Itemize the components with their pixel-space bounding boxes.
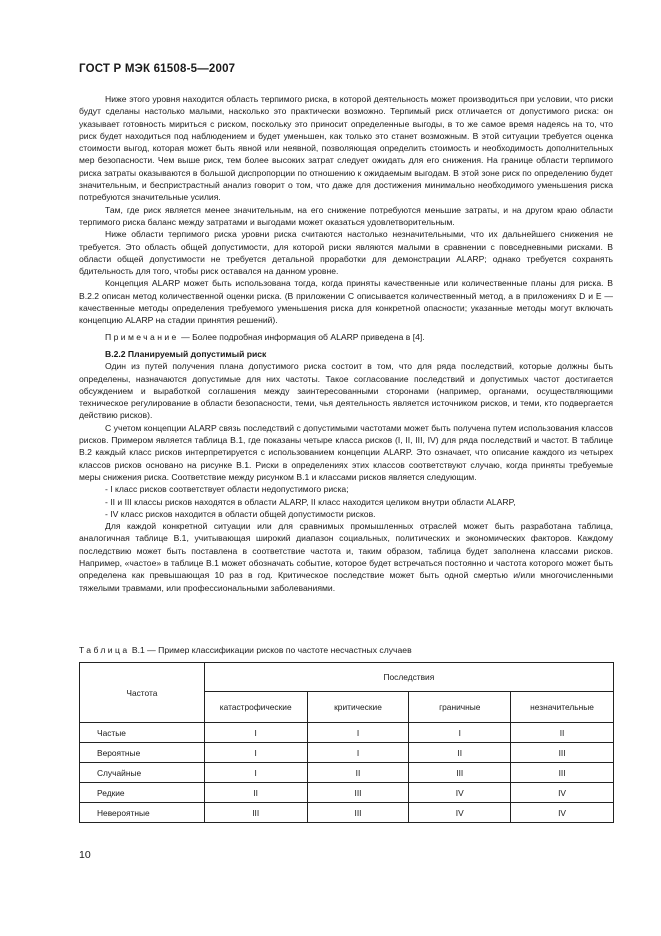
row-label: Вероятные (80, 743, 205, 763)
table-header-consequences: Последствия (204, 663, 613, 692)
table-cell: II (409, 743, 511, 763)
paragraph: С учетом концепции ALARP связь последствий с допустимыми частотами может быть получена путем использования классов рисков. Примером является таблица В.1, где показаны четыре класса рисков (I, II, III, IV) для ряда последствий и частот. В таблице В.2 каждый класс рисков интерпретируется с использованием концепции ALARP. Это означает, что описание каждого из четырех классов рисков основано на рисунке В.1. Риски в определениях этих классов соответствуют случаю, когда приняты требуемые меры снижения риска. Соответствие между рисунком В.1 и классами рисков является следующим. (79, 422, 613, 482)
table-cell: III (511, 763, 614, 783)
table-cell: III (204, 803, 307, 823)
row-label: Частые (80, 723, 205, 743)
table-header-frequency: Частота (80, 663, 205, 723)
table-cell: III (511, 743, 614, 763)
table-cell: II (511, 723, 614, 743)
table-row (80, 783, 614, 803)
table-caption (79, 645, 412, 655)
paragraph: Там, где риск является менее значительным, на его снижение потребуются меньшие затраты, и на другом краю области терпимого риска баланс между затратами и выгодами может оказаться удовлетворительным. (79, 204, 613, 227)
table-cell: I (204, 723, 307, 743)
paragraph: Концепция ALARP может быть использована тогда, когда приняты качественные или количественные планы для риска. В В.2.2 описан метод количественной оценки риска. (В приложении С описывается количественный метод, а в приложениях D и Е — качественные методы определения требуемого уменьшения риска для конкретной опасности; указанные методы могут включать концепцию ALARP на стадии принятия решений). (79, 278, 613, 326)
body-text (79, 93, 613, 594)
column-header: незначительные (511, 692, 614, 723)
table-cell: I (307, 723, 409, 743)
document-header: ГОСТ Р МЭК 61508-5—2007 (79, 63, 236, 75)
paragraph: Ниже области терпимого риска уровни риска считаются настолько незначительными, что их дальнейшего снижения не требуется. Это область общей допустимости, для которой риски являются малыми в сравнении с повседневными рисками. В области общей допустимости не требуется детальной проработки для демонстрации ALARP; однако требуется сохранять бдительность для того, чтобы риск оставался на данном уровне. (79, 229, 613, 277)
note-text: — Более подробная информация об ALARP приведена в [4]. (178, 331, 425, 342)
table-cell: III (307, 803, 409, 823)
list-item: - II и III классы рисков находятся в области ALARP, II класс находится целиком внутри области ALARP, (105, 496, 516, 507)
table-cell: I (409, 723, 511, 743)
row-label: Редкие (80, 783, 205, 803)
section-heading: В.2.2 Планируемый допустимый риск (105, 348, 267, 359)
column-header: критические (307, 692, 409, 723)
list-item: - I класс рисков соответствует области недопустимого риска; (105, 484, 349, 495)
table-cell: II (204, 783, 307, 803)
table-cell: IV (409, 803, 511, 823)
table-cell: I (204, 763, 307, 783)
table-cell: II (307, 763, 409, 783)
paragraph: Один из путей получения плана допустимого риска состоит в том, что для ряда последствий, которые должны быть определены, назначаются допустимые для них частоты. Такое согласование последствий и допустимых частот достигается обсуждением и выработкой соглашения между заинтересованными сторонами (например, органами, осуществляющими техническое регулирование в области безопасности, теми, чья деятельность является источником рисков, и теми, кто подвергается действию рисков). (79, 361, 613, 421)
table-caption-label: Таблица (79, 645, 130, 655)
table-cell: III (307, 783, 409, 803)
note-label: Примечание (105, 331, 179, 342)
table-cell: III (409, 763, 511, 783)
column-header: граничные (409, 692, 511, 723)
column-header: катастрофические (204, 692, 307, 723)
row-label: Случайные (80, 763, 205, 783)
table-row (80, 723, 614, 743)
table-cell: I (204, 743, 307, 763)
note (79, 331, 613, 343)
page-number: 10 (79, 849, 91, 861)
table-row (80, 743, 614, 763)
row-label: Невероятные (80, 803, 205, 823)
table-cell: IV (511, 803, 614, 823)
table-row (80, 803, 614, 823)
table-cell: IV (409, 783, 511, 803)
table-cell: I (307, 743, 409, 763)
table-caption-text: В.1 — Пример классификации рисков по частоте несчастных случаев (129, 645, 412, 655)
table-row (80, 763, 614, 783)
table-cell: IV (511, 783, 614, 803)
list-item: - IV класс рисков находится в области общей допустимости рисков. (105, 508, 376, 519)
risk-table (79, 662, 614, 823)
paragraph: Ниже этого уровня находится область терпимого риска, в которой деятельность может производиться при условии, что риски будут сделаны настолько малыми, насколько это практически возможно. Терпимый риск отличается от допустимого риска: он указывает готовность мириться с риском, поскольку это приносит определенные выгоды, в то же самое время надеясь на то, что риск будет находиться под наблюдением и будет уменьшен, как только это станет возможным. В этой ситуации требуется оценка стоимости выгод, которая может быть явной или неявной, позволяющая определить стоимость и необходимость дополнительных мер безопасности. Чем выше риск, тем более высоких затрат следует ожидать для его снижения. На границе области терпимого риска затраты оказываются в большой диспропорции по отношению к ожидаемым выгодам. В этой зоне риск по определению будет значительным, и беспристрастный анализ говорит о том, что даже для достижения минимально необходимого уменьшения риска потребуются значительные усилия. (79, 94, 613, 203)
paragraph: Для каждой конкретной ситуации или для сравнимых промышленных отраслей может быть разработана таблица, аналогичная таблице В.1, учитывающая широкий диапазон социальных, политических и экономических факторов. Каждому последствию может быть поставлена в соответствие частота и, таким образом, таблица будет заполнена классами рисков. Например, «частое» в таблице В.1 может обозначать событие, которое будет встречаться постоянно и частота которого может быть определена как превышающая 10 раз в год. Критическое последствие может быть одной смертью и/или многочисленными тяжелыми травмами, или профессиональными заболеваниями. (79, 521, 613, 593)
